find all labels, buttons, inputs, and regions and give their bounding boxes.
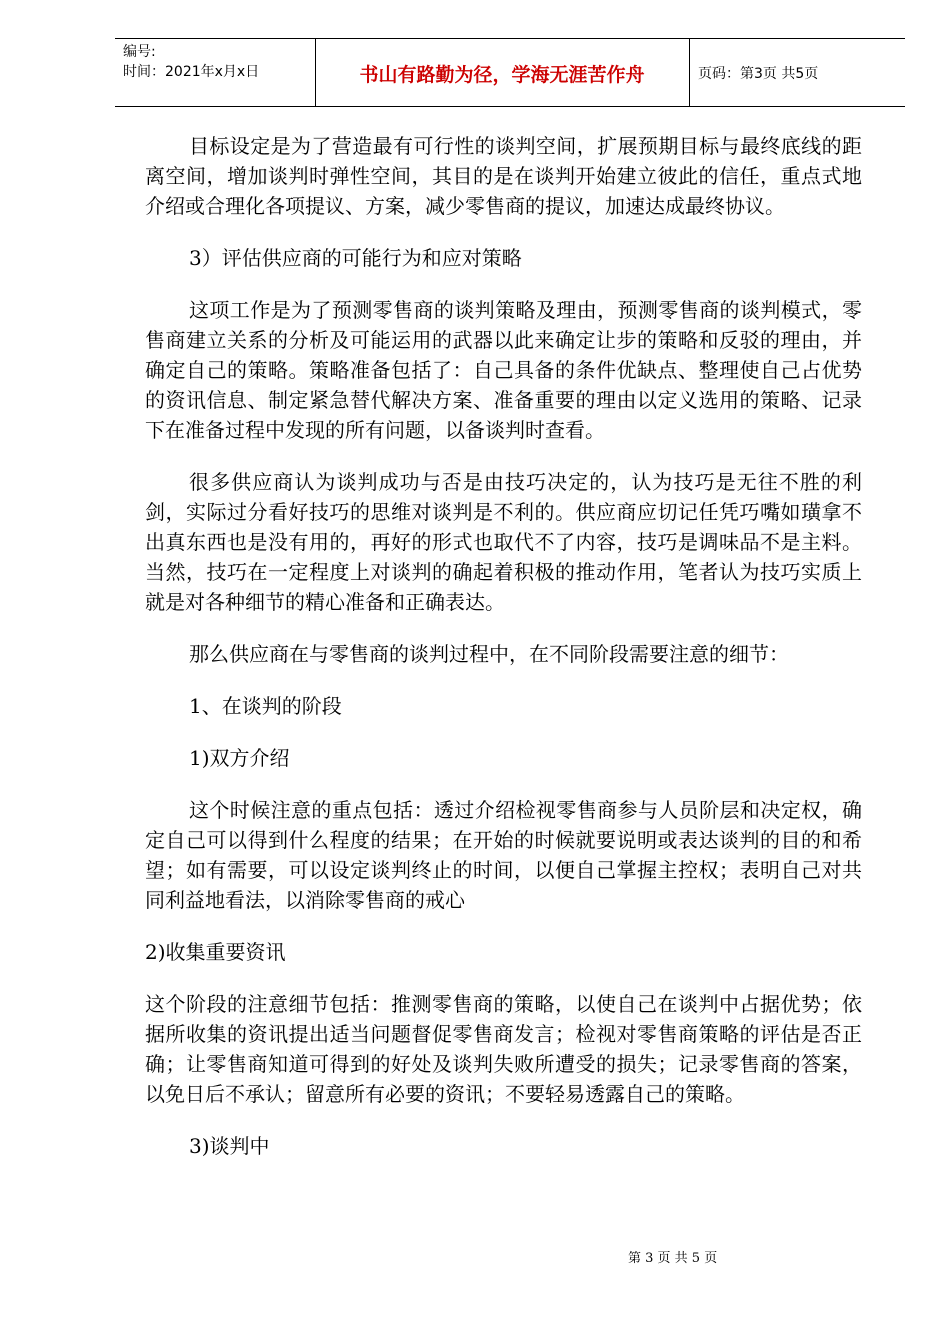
paragraph-predict-strategy: 这项工作是为了预测零售商的谈判策略及理由，预测零售商的谈判模式，零售商建立关系的分析及可能运用的武器以此来确定让步的策略和反驳的理由，并确定自己的策略。策略准备包括了：自己具备的条件优缺点、整理使自己占优势的资讯信息、制定紧急替代解决方案、准备重要的理由以定义选用的策略、记录下在准备过程中发现的所有问题，以备谈判时查看。 xyxy=(145,298,862,442)
heading-in-negotiation: 3)谈判中 xyxy=(189,1134,270,1158)
paragraph-stage-details: 那么供应商在与零售商的谈判过程中，在不同阶段需要注意的细节： xyxy=(189,642,789,666)
header-page-label: 页码：第3页 共5页 xyxy=(698,66,819,82)
document-number-label: 编号: xyxy=(123,44,156,60)
header-top-rule xyxy=(115,38,905,39)
header-motto: 书山有路勤为径，学海无涯苦作舟 xyxy=(359,64,645,86)
heading-negotiation-stage: 1、在谈判的阶段 xyxy=(189,694,342,718)
header-info xyxy=(123,42,259,82)
paragraph-technique: 很多供应商认为谈判成功与否是由技巧决定的，认为技巧是无往不胜的利剑，实际过分看好技巧的思维对谈判是不利的。供应商应切记任凭巧嘴如璜拿不出真东西也是没有用的，再好的形式也取代不了内容，技巧是调味品不是主料。当然，技巧在一定程度上对谈判的确起着积极的推动作用，笔者认为技巧实质上就是对各种细节的精心准备和正确表达。 xyxy=(145,470,862,614)
document-time-label: 时间：2021年x月x日 xyxy=(123,64,260,80)
paragraph-introductions: 这个时候注意的重点包括：透过介绍检视零售商参与人员阶层和决定权，确定自己可以得到什么程度的结果；在开始的时候就要说明或表达谈判的目的和希望；如有需要，可以设定谈判终止的时间，以便自己掌握主控权；表明自己对共同利益地看法，以消除零售商的戒心 xyxy=(145,798,862,912)
header-bottom-rule xyxy=(115,106,905,107)
document-body xyxy=(145,131,862,1183)
heading-introductions: 1)双方介绍 xyxy=(189,746,290,770)
heading-collect-info: 2)收集重要资讯 xyxy=(145,940,286,964)
heading-evaluate-supplier: 3）评估供应商的可能行为和应对策略 xyxy=(189,246,522,270)
header-divider-right xyxy=(689,38,690,106)
paragraph-goal-setting: 目标设定是为了营造最有可行性的谈判空间，扩展预期目标与最终底线的距离空间，增加谈判时弹性空间，其目的是在谈判开始建立彼此的信任，重点式地介绍或合理化各项提议、方案，减少零售商的提议，加速达成最终协议。 xyxy=(145,134,862,218)
paragraph-collect-info: 这个阶段的注意细节包括：推测零售商的策略，以使自己在谈判中占据优势；依据所收集的资讯提出适当问题督促零售商发言；检视对零售商策略的评估是否正确；让零售商知道可得到的好处及谈判失败所遭受的损失；记录零售商的答案，以免日后不承认；留意所有必要的资讯；不要轻易透露自己的策略。 xyxy=(145,992,862,1106)
page-footer: 第 3 页 共 5 页 xyxy=(628,1251,718,1266)
